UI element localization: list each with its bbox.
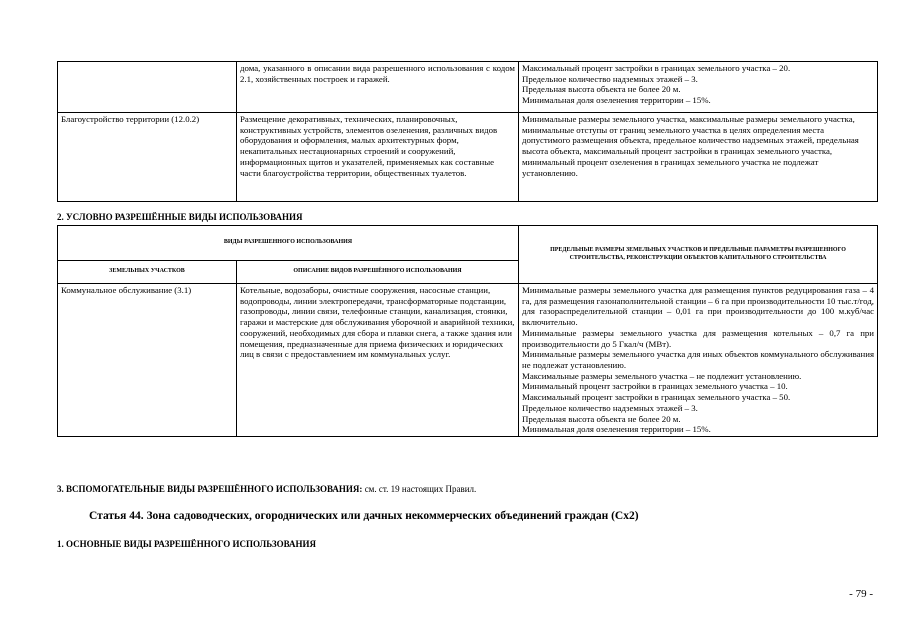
use-params-cell	[519, 62, 878, 113]
param-line: Максимальные размеры земельного участка – не подлежит установлению.	[522, 370, 802, 381]
param-line: Минимальные размеры земельного участка для размещения котельных – 0,7 га при производительности до 5 Гкал/ч (МВт).	[522, 327, 875, 349]
param-line: Максимальный процент застройки в границах земельного участка – 50.	[522, 392, 791, 403]
param-line: Минимальный процент застройки в границах земельного участка – 10.	[522, 381, 788, 392]
table-row	[58, 62, 878, 113]
article-heading: Статья 44. Зона садоводческих, огороднических или дачных некоммерческих объединений граждан (Сх2)	[89, 510, 639, 522]
param-line: Максимальный процент застройки в границах земельного участка – 20.	[522, 63, 791, 73]
use-description-cell: Котельные, водозаборы, очистные сооружения, насосные станции, водопроводы, линии электропередачи, трансформаторные подстанции, газопроводы, линии связи, телефонные станции, канализация, стоянки, гаражи и мастерские для обслуживания уборочной и аварийной техники, сооружений, необходимых для сбора и плавки снега, а также здания или помещения, предназначенные для приема физических и юридических лиц в связи с предоставлением им коммунальных услуг.	[237, 284, 519, 437]
param-line: Минимальная доля озеленения территории – 15%.	[522, 424, 711, 435]
header-permitted-uses: ВИДЫ РАЗРЕШЕННОГО ИСПОЛЬЗОВАНИЯ	[58, 226, 519, 261]
param-line: Минимальные размеры земельного участка для размещения пунктов редуцирования газа – 4 га, для размещения газонаполнительной станции – 6 га при производительности 10 тыс.т/год, для газораспределительной станции – 0,01 га при производительности до 100 м.куб/час включительно.	[522, 285, 875, 328]
table-row	[58, 284, 878, 437]
use-params-cell: Минимальные размеры земельного участка, максимальные размеры земельного участка, минимальные отступы от границ земельного участка в целях определения места допустимого размещения объекта, предельное количество надземных этажей, предельная высота объекта, максимальный процент застройки в границах земельного участка, минимальный процент озеленения в границах земельного участка не подлежат установлению.	[519, 113, 878, 202]
page-number: - 79 -	[849, 588, 873, 600]
use-description-cell: дома, указанного в описании вида разрешенного использования с кодом 2.1, хозяйственных построек и гаражей.	[237, 62, 519, 113]
param-line: Минимальная доля озеленения территории – 15%.	[522, 95, 711, 106]
conditional-uses-table	[57, 225, 878, 437]
param-line: Предельное количество надземных этажей – 3.	[522, 73, 698, 84]
param-line: Предельная высота объекта не более 20 м.	[522, 84, 681, 95]
header-land-plots: ЗЕМЕЛЬНЫХ УЧАСТКОВ	[58, 261, 237, 284]
section-3-note: см. ст. 19 настоящих Правил.	[362, 484, 477, 494]
section-3-heading	[57, 484, 476, 494]
main-permitted-uses-table-continued	[57, 61, 878, 202]
use-name-cell: Благоустройство территории (12.0.2)	[58, 113, 237, 202]
use-name-cell	[58, 62, 237, 113]
header-limits-params: ПРЕДЕЛЬНЫЕ РАЗМЕРЫ ЗЕМЕЛЬНЫХ УЧАСТКОВ И ПРЕДЕЛЬНЫЕ ПАРАМЕТРЫ РАЗРЕШЕННОГО СТРОИТЕЛЬСТВА, РЕКОНСТРУКЦИИ ОБЪЕКТОВ КАПИТАЛЬНОГО СТРОИТЕЛЬСТВА	[519, 226, 878, 284]
section-1-heading: 1. ОСНОВНЫЕ ВИДЫ РАЗРЕШЁННОГО ИСПОЛЬЗОВАНИЯ	[57, 539, 317, 549]
param-line: Предельная высота объекта не более 20 м.	[522, 413, 681, 424]
section-2-heading: 2. УСЛОВНО РАЗРЕШЁННЫЕ ВИДЫ ИСПОЛЬЗОВАНИЯ	[57, 212, 303, 222]
table-header-row	[58, 226, 878, 261]
use-description-cell: Размещение декоративных, технических, планировочных, конструктивных устройств, элементов озеленения, различных видов оборудования и оформления, малых архитектурных форм, некапитальных нестационарных строений и сооружений, информационных щитов и указателей, применяемых как составные части благоустройства территории, общественных туалетов.	[237, 113, 519, 202]
header-use-description: ОПИСАНИЕ ВИДОВ РАЗРЕШЁННОГО ИСПОЛЬЗОВАНИЯ	[237, 261, 519, 284]
use-params-cell	[519, 284, 878, 437]
section-3-title: 3. ВСПОМОГАТЕЛЬНЫЕ ВИДЫ РАЗРЕШЁННОГО ИСПОЛЬЗОВАНИЯ:	[57, 484, 363, 494]
table-row	[58, 113, 878, 202]
use-name-cell: Коммунальное обслуживание (3.1)	[58, 284, 237, 437]
param-line: Предельное количество надземных этажей – 3.	[522, 402, 698, 413]
param-line: Минимальные размеры земельного участка для иных объектов коммунального обслуживания не подлежат установлению.	[522, 349, 875, 371]
